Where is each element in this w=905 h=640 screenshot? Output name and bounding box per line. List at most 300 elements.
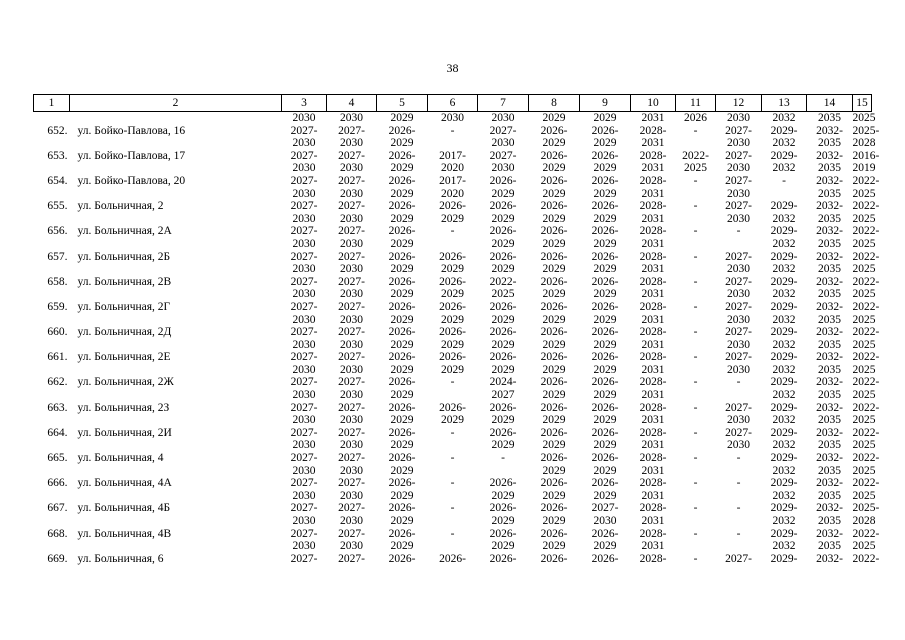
value-cell: 2026 xyxy=(684,112,707,124)
period-end: 2029 xyxy=(441,313,464,326)
period-start: 2026- xyxy=(388,124,416,137)
period-start: 2017- xyxy=(439,149,466,162)
period-start: 2026- xyxy=(489,174,517,187)
period-start: 2026- xyxy=(388,452,416,465)
table-row-continuation xyxy=(34,263,872,276)
name-cell xyxy=(70,137,282,150)
period-start: - xyxy=(736,452,741,465)
period-start: 2027- xyxy=(290,200,318,213)
period-start: 2027- xyxy=(290,477,318,490)
period-start: 2032- xyxy=(816,502,843,515)
period-end xyxy=(676,439,716,452)
table-row-continuation xyxy=(34,540,872,553)
period-end: 2029 xyxy=(542,263,566,276)
name-cell xyxy=(70,339,282,352)
period-end: 2032 xyxy=(772,414,796,427)
period-start: 2026- xyxy=(540,452,568,465)
period-end xyxy=(762,188,807,201)
period-end xyxy=(716,540,762,553)
address-name: ул. Больничная, 4Б xyxy=(77,502,171,515)
period-end: 2025 xyxy=(684,162,707,175)
period-start: 2026- xyxy=(489,527,517,540)
period-start: 2027- xyxy=(725,426,752,439)
period-end: 2029 xyxy=(542,313,566,326)
table-row xyxy=(34,251,872,264)
period-end: 2030 xyxy=(340,187,363,200)
address-name: ул. Больничная, 2Б xyxy=(77,250,171,263)
period-start: - xyxy=(736,502,741,515)
period-start: 2029- xyxy=(770,351,798,364)
period-start: 2032- xyxy=(816,124,843,137)
period-start: 2026- xyxy=(591,351,619,364)
period-end: 2029 xyxy=(491,414,515,427)
period-end: 2030 xyxy=(292,338,316,351)
period-end: 2030 xyxy=(593,515,617,527)
period-end: 2029 xyxy=(390,464,414,477)
period-start: 2026- xyxy=(591,452,619,465)
value-cell: 2030 xyxy=(340,112,363,124)
period-end: 2032 xyxy=(772,212,796,225)
period-start: 2027- xyxy=(290,326,318,339)
period-start: 2032- xyxy=(816,225,843,238)
period-end: 2035 xyxy=(818,263,841,276)
header-cell: 12 xyxy=(716,95,762,112)
period-end: 2030 xyxy=(727,263,750,276)
period-end: 2028 xyxy=(852,515,876,527)
period-end: 2029 xyxy=(542,414,566,427)
period-start: - xyxy=(693,401,698,414)
period-start: 2026- xyxy=(439,200,466,213)
period-end: 2025 xyxy=(491,288,515,301)
period-end: 2031 xyxy=(641,187,665,200)
period-start: 2028- xyxy=(639,250,667,263)
period-start: 2027- xyxy=(725,300,752,313)
period-end xyxy=(676,389,716,402)
period-end: 2030 xyxy=(727,137,750,150)
period-end: 2029 xyxy=(441,414,464,427)
period-start: 2027- xyxy=(290,250,318,263)
period-start: 2022- xyxy=(852,426,880,439)
period-start: 2026- xyxy=(591,527,619,540)
name-cell xyxy=(70,112,282,125)
period-end: 2030 xyxy=(340,212,363,225)
period-end: 2030 xyxy=(340,489,363,502)
table-row-continuation xyxy=(34,314,872,327)
period-end: 2031 xyxy=(641,489,665,502)
period-start: 2022- xyxy=(852,527,880,540)
period-start: 2025- xyxy=(852,124,880,137)
row-number: 668. xyxy=(47,527,68,540)
period-end: 2030 xyxy=(491,137,515,150)
num-cell xyxy=(34,540,70,553)
period-start: 2026- xyxy=(439,401,466,414)
value-cell: 2030 xyxy=(441,112,464,124)
period-end: 2031 xyxy=(641,263,665,276)
period-end: 2035 xyxy=(818,540,841,553)
period-end: 2029 xyxy=(593,439,617,452)
period-start: 2026- xyxy=(591,149,619,162)
period-start: - xyxy=(693,124,698,137)
period-end: 2030 xyxy=(340,263,363,276)
period-start: 2022- xyxy=(682,149,709,162)
period-start: 2027- xyxy=(290,124,318,137)
table-row xyxy=(34,276,872,289)
period-start: 2026- xyxy=(489,401,517,414)
period-end: 2032 xyxy=(772,263,796,276)
name-cell xyxy=(70,414,282,427)
period-start: - xyxy=(693,552,698,565)
period-start: 2032- xyxy=(816,401,843,414)
header-cell: 10 xyxy=(631,95,676,112)
period-start: 2028- xyxy=(639,124,667,137)
period-end: 2030 xyxy=(727,212,750,225)
period-start: - xyxy=(693,200,698,213)
period-start: 2026- xyxy=(439,326,466,339)
period-start: 2032- xyxy=(816,149,843,162)
period-start: 2028- xyxy=(639,275,667,288)
period-end: 2031 xyxy=(641,237,665,250)
period-start: 2026- xyxy=(540,401,568,414)
period-start: 2026- xyxy=(489,552,517,565)
period-start: 2022- xyxy=(852,174,880,187)
period-end: 2030 xyxy=(727,313,750,326)
address-name: ул. Больничная, 2В xyxy=(77,275,172,288)
period-end: 2029 xyxy=(542,363,566,376)
period-start: 2032- xyxy=(816,300,843,313)
period-end xyxy=(676,540,716,553)
period-start: 2027- xyxy=(725,124,752,137)
value-cell: 2030 xyxy=(491,112,515,124)
period-end: 2032 xyxy=(772,515,796,527)
period-start: 2025- xyxy=(852,502,880,515)
period-start: - xyxy=(693,477,698,490)
period-start: 2026- xyxy=(591,426,619,439)
table-row-continuation xyxy=(34,188,872,201)
table-row xyxy=(34,326,872,339)
period-end: 2030 xyxy=(340,237,363,250)
period-start: 2026- xyxy=(591,477,619,490)
period-start: 2027- xyxy=(290,275,318,288)
address-name: ул. Бойко-Павлова, 20 xyxy=(77,174,186,187)
period-start: 2027- xyxy=(338,552,365,565)
period-end: 2032 xyxy=(772,489,796,502)
period-end: 2029 xyxy=(593,263,617,276)
period-start: 2028- xyxy=(639,300,667,313)
num-cell xyxy=(34,137,70,150)
period-start: - xyxy=(693,326,698,339)
period-end: 2027 xyxy=(491,389,515,402)
address-name: ул. Больничная, 2И xyxy=(77,426,172,439)
period-start: 2032- xyxy=(816,452,843,465)
period-start: 2022- xyxy=(852,452,880,465)
table-row-continuation xyxy=(34,389,872,402)
period-end: 2032 xyxy=(772,288,796,301)
row-number: 666. xyxy=(47,477,68,490)
period-end: 2032 xyxy=(772,137,796,150)
period-end: 2035 xyxy=(818,237,841,250)
period-end: 2029 xyxy=(593,187,617,200)
period-end: 2032 xyxy=(772,464,796,477)
period-end: 2030 xyxy=(292,137,316,150)
period-end: 2029 xyxy=(491,338,515,351)
period-end: 2035 xyxy=(818,489,841,502)
period-end: 2035 xyxy=(818,162,841,175)
address-name: ул. Бойко-Павлова, 17 xyxy=(77,149,186,162)
table-row-continuation xyxy=(34,414,872,427)
period-start: 2026- xyxy=(439,250,466,263)
header-cell: 7 xyxy=(478,95,529,112)
period-start: - xyxy=(450,376,455,389)
period-end: 2031 xyxy=(641,515,665,527)
period-end: 2030 xyxy=(340,288,363,301)
table-row-continuation xyxy=(34,339,872,352)
period-start: 2026- xyxy=(388,149,416,162)
period-end: 2029 xyxy=(390,187,414,200)
row-number: 660. xyxy=(47,326,68,339)
period-start: 2029- xyxy=(770,300,798,313)
name-cell xyxy=(70,162,282,175)
num-cell xyxy=(34,238,70,251)
period-end: 2032 xyxy=(772,439,796,452)
period-start: - xyxy=(736,477,741,490)
period-start: 2029- xyxy=(770,250,798,263)
period-start: 2026- xyxy=(540,477,568,490)
num-cell xyxy=(34,288,70,301)
period-end: 2025 xyxy=(852,489,876,502)
period-end: 2020 xyxy=(441,187,464,200)
period-start: 2026- xyxy=(591,250,619,263)
period-end: 2025 xyxy=(852,338,876,351)
period-start: - xyxy=(736,527,741,540)
period-end: 2029 xyxy=(593,212,617,225)
table-row-continuation xyxy=(34,137,872,150)
address-name: ул. Больничная, 2 xyxy=(77,200,164,213)
table-row xyxy=(34,502,872,515)
address-name: ул. Больничная, 2Д xyxy=(77,326,172,339)
table-row xyxy=(34,150,872,163)
period-end xyxy=(428,490,478,503)
address-name: ул. Больничная, 6 xyxy=(77,552,164,565)
period-end: 2029 xyxy=(593,363,617,376)
period-start: 2026- xyxy=(540,174,568,187)
header-cell: 6 xyxy=(428,95,478,112)
period-start: 2022- xyxy=(852,401,880,414)
num-cell xyxy=(34,213,70,226)
period-start: 2026- xyxy=(540,376,568,389)
period-end: 2029 xyxy=(491,187,515,200)
period-start: 2027- xyxy=(725,552,752,565)
period-start: 2026- xyxy=(591,401,619,414)
period-start: 2027- xyxy=(338,351,365,364)
address-name: ул. Больничная, 4А xyxy=(77,477,172,490)
period-end: 2029 xyxy=(491,263,515,276)
period-start: 2026- xyxy=(489,477,517,490)
period-start: 2026- xyxy=(540,250,568,263)
row-number: 655. xyxy=(47,200,68,213)
period-start: - xyxy=(693,376,698,389)
address-name: ул. Больничная, 4 xyxy=(77,452,164,465)
period-end xyxy=(676,364,716,377)
period-end: 2025 xyxy=(852,540,876,553)
name-cell xyxy=(70,213,282,226)
period-start: 2026- xyxy=(439,275,466,288)
period-start: 2026- xyxy=(540,527,568,540)
period-end xyxy=(428,465,478,478)
period-end: 2030 xyxy=(292,515,316,527)
period-end: 2029 xyxy=(441,263,464,276)
period-end: 2032 xyxy=(772,162,796,175)
period-start: - xyxy=(450,124,455,137)
period-start: 2032- xyxy=(816,477,843,490)
name-cell xyxy=(70,389,282,402)
period-end: 2029 xyxy=(390,414,414,427)
period-end: 2030 xyxy=(727,338,750,351)
period-end: 2030 xyxy=(292,363,316,376)
period-end: 2029 xyxy=(441,338,464,351)
period-start: 2027- xyxy=(338,149,365,162)
period-start: 2022- xyxy=(852,376,880,389)
period-end: 2029 xyxy=(542,137,566,150)
period-start: 2026- xyxy=(591,124,619,137)
value-cell: 2031 xyxy=(641,112,665,124)
num-cell xyxy=(34,364,70,377)
row-number: 652. xyxy=(47,124,68,137)
period-start: 2026- xyxy=(540,200,568,213)
period-start: 2022- xyxy=(852,351,880,364)
row-number: 653. xyxy=(47,149,68,162)
name-cell xyxy=(70,188,282,201)
period-start: 2026- xyxy=(540,124,568,137)
period-start: 2027- xyxy=(338,124,365,137)
period-end: 2029 xyxy=(542,288,566,301)
period-end: 2029 xyxy=(491,489,515,502)
period-end: 2029 xyxy=(542,162,566,175)
table-row xyxy=(34,351,872,364)
period-end: 2029 xyxy=(593,464,617,477)
address-name: ул. Больничная, 2Г xyxy=(77,300,171,313)
period-end: 2030 xyxy=(292,414,316,427)
period-start: - xyxy=(693,275,698,288)
num-cell xyxy=(34,439,70,452)
period-end: 2029 xyxy=(390,137,414,150)
period-start: 2027- xyxy=(290,452,318,465)
period-start: 2026- xyxy=(388,225,416,238)
period-end: 2029 xyxy=(542,489,566,502)
num-cell xyxy=(34,339,70,352)
table-row xyxy=(34,125,872,138)
address-name: ул. Бойко-Павлова, 16 xyxy=(77,124,186,137)
period-end: 2030 xyxy=(727,162,750,175)
period-start: 2026- xyxy=(489,426,517,439)
period-start: 2026- xyxy=(388,426,416,439)
period-start: 2029- xyxy=(770,452,798,465)
period-start: 2027- xyxy=(290,527,318,540)
period-start: 2027- xyxy=(290,225,318,238)
period-start: 2027- xyxy=(290,401,318,414)
period-end: 2029 xyxy=(390,363,414,376)
name-cell xyxy=(70,364,282,377)
row-number: 659. xyxy=(47,300,68,313)
period-start: 2026- xyxy=(388,477,416,490)
period-start: 2026- xyxy=(439,552,466,565)
period-end: 2029 xyxy=(593,338,617,351)
name-cell xyxy=(70,238,282,251)
name-cell xyxy=(70,515,282,528)
period-end: 2029 xyxy=(441,212,464,225)
address-name: ул. Больничная, 2А xyxy=(77,225,172,238)
header-cell: 11 xyxy=(676,95,716,112)
period-start: - xyxy=(693,174,698,187)
period-start: 2029- xyxy=(770,376,798,389)
period-end xyxy=(478,465,529,478)
period-end: 2032 xyxy=(772,540,796,553)
period-start: 2027- xyxy=(489,149,517,162)
row-number: 667. xyxy=(47,502,68,515)
period-end: 2025 xyxy=(852,464,876,477)
period-start: 2026- xyxy=(591,552,619,565)
period-start: 2027- xyxy=(591,502,619,515)
period-end: 2030 xyxy=(292,389,316,402)
table-row-continuation xyxy=(34,465,872,478)
period-end: 2025 xyxy=(852,263,876,276)
num-cell xyxy=(34,314,70,327)
period-start: 2032- xyxy=(816,351,843,364)
address-name: ул. Больничная, 2Ж xyxy=(77,376,174,389)
period-start: 2027- xyxy=(338,452,365,465)
period-end: 2031 xyxy=(641,414,665,427)
period-end: 2035 xyxy=(818,212,841,225)
num-cell xyxy=(34,465,70,478)
period-end: 2029 xyxy=(390,540,414,553)
period-end xyxy=(716,490,762,503)
period-end: 2029 xyxy=(390,489,414,502)
period-start: - xyxy=(693,300,698,313)
period-start: 2026- xyxy=(388,200,416,213)
period-start: 2027- xyxy=(338,401,365,414)
period-start: 2022- xyxy=(852,300,880,313)
period-end: 2029 xyxy=(491,237,515,250)
period-start: 2027- xyxy=(725,174,752,187)
period-end xyxy=(428,137,478,150)
num-cell xyxy=(34,389,70,402)
row-number: 669. xyxy=(47,552,68,565)
num-cell xyxy=(34,188,70,201)
table-row-continuation xyxy=(34,162,872,175)
period-start: 2026- xyxy=(540,426,568,439)
period-start: 2026- xyxy=(388,552,416,565)
period-end: 2029 xyxy=(491,313,515,326)
period-start: 2022- xyxy=(852,250,880,263)
period-end: 2030 xyxy=(292,237,316,250)
period-start: 2027- xyxy=(489,124,517,137)
table-row xyxy=(34,477,872,490)
period-end: 2030 xyxy=(340,162,363,175)
row-number: 656. xyxy=(47,225,68,238)
period-start: - xyxy=(693,250,698,263)
period-end: 2029 xyxy=(491,515,515,527)
row-number: 664. xyxy=(47,426,68,439)
period-end: 2035 xyxy=(818,515,841,527)
period-start: - xyxy=(693,452,698,465)
period-start: 2032- xyxy=(816,250,843,263)
period-end: 2030 xyxy=(340,338,363,351)
table-row xyxy=(34,528,872,541)
period-start: 2028- xyxy=(639,552,667,565)
period-end: 2030 xyxy=(727,439,750,452)
table-row xyxy=(34,427,872,440)
period-end: 2031 xyxy=(641,137,665,150)
period-start: 2027- xyxy=(338,250,365,263)
